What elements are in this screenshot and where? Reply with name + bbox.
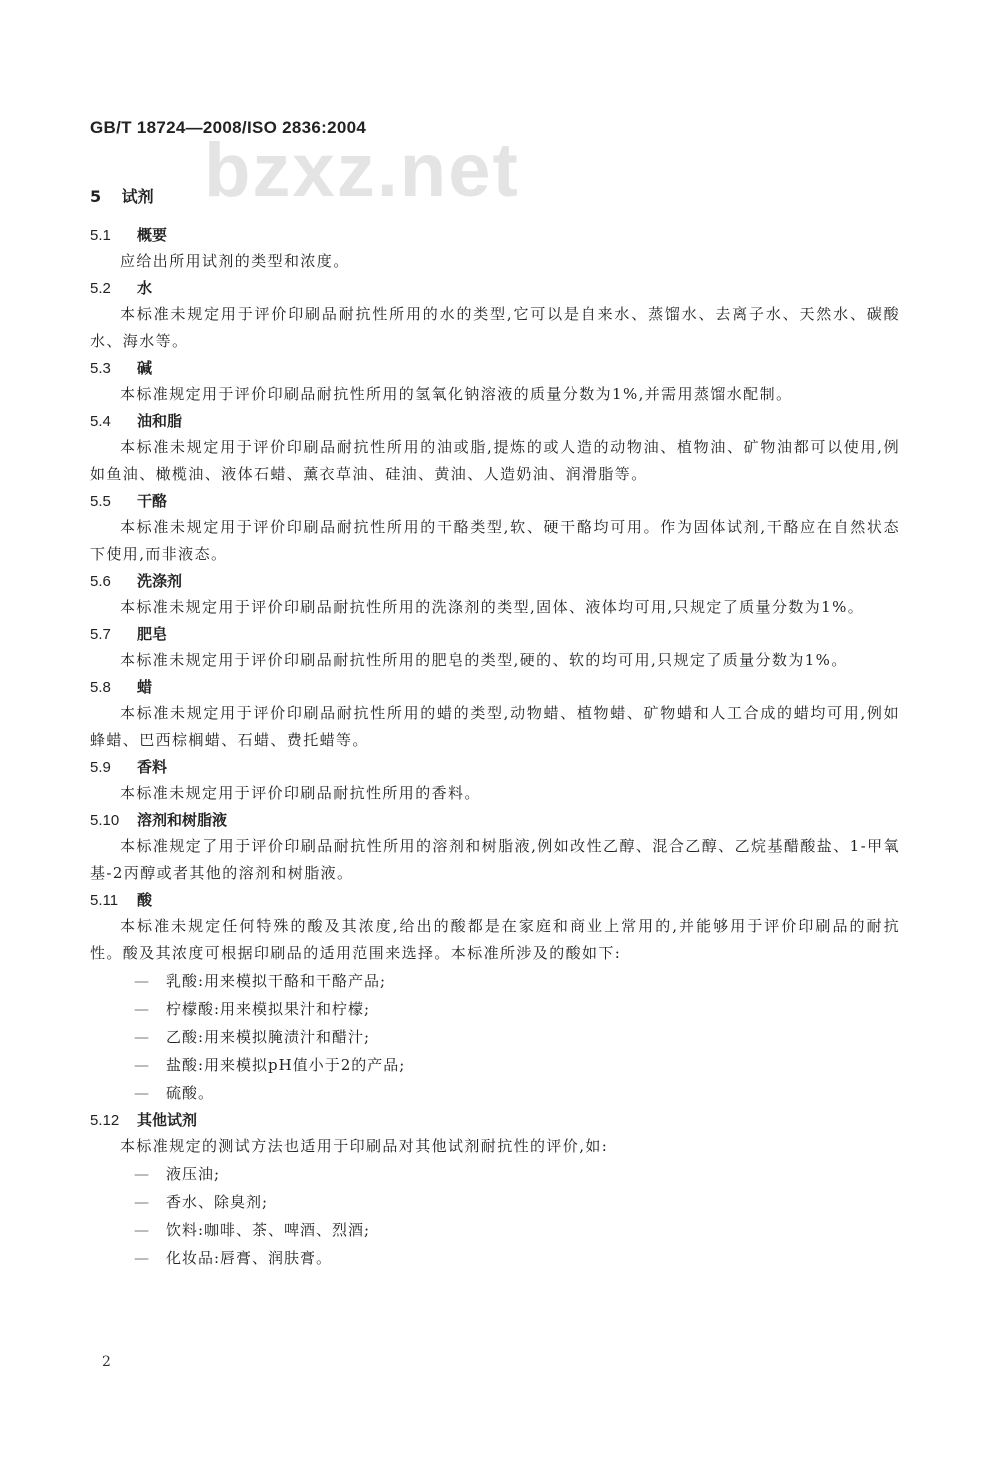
section-5-11 (90, 887, 900, 1107)
section-title: 概要 (137, 226, 168, 244)
section-5-5 (90, 488, 900, 568)
section-paragraph: 本标准规定了用于评价印刷品耐抗性所用的溶剂和树脂液,例如改性乙醇、混合乙醇、乙烷基醋酸盐、1-甲氧基-2丙醇或者其他的溶剂和树脂液。 (90, 837, 900, 882)
section-number: 5.2 (90, 280, 111, 297)
list-dash: — (134, 1193, 150, 1211)
list-item (90, 1160, 900, 1188)
section-heading (90, 1107, 900, 1133)
list-item (90, 1244, 900, 1272)
list-dash: — (134, 972, 150, 990)
section-heading (90, 754, 900, 780)
list-dash: — (134, 1056, 150, 1074)
chapter-title: 试剂 (121, 187, 154, 206)
chapter-number: 5 (90, 187, 102, 206)
section-paragraph: 本标准未规定用于评价印刷品耐抗性所用的干酪类型,软、硬干酪均可用。作为固体试剂,干酪应在自然状态下使用,而非液态。 (90, 518, 900, 563)
section-5-3 (90, 355, 900, 408)
section-heading (90, 275, 900, 301)
section-title: 溶剂和树脂液 (137, 811, 228, 829)
list-dash: — (134, 1000, 150, 1018)
page-number: 2 (102, 1354, 111, 1370)
watermark: bzxz.net (204, 128, 520, 213)
section-number: 5.4 (90, 413, 111, 430)
section-number: 5.10 (90, 812, 120, 829)
section-title: 干酪 (137, 492, 168, 510)
section-5-1 (90, 222, 900, 275)
section-5-2 (90, 275, 900, 355)
section-title: 水 (137, 279, 153, 297)
list-item-text: 乙酸:用来模拟腌渍汁和醋汁; (166, 1028, 371, 1046)
section-title: 其他试剂 (137, 1111, 198, 1129)
section-5-10 (90, 807, 900, 887)
section-paragraph: 本标准规定用于评价印刷品耐抗性所用的氢氧化钠溶液的质量分数为1%,并需用蒸馏水配制。 (120, 385, 793, 403)
list-dash: — (134, 1165, 150, 1183)
section-title: 香料 (137, 758, 168, 776)
section-title: 洗涤剂 (137, 572, 183, 590)
sections-container (90, 222, 900, 1272)
section-5-6 (90, 568, 900, 621)
section-paragraph: 本标准未规定用于评价印刷品耐抗性所用的肥皂的类型,硬的、软的均可用,只规定了质量分数为1%。 (120, 651, 848, 669)
section-heading (90, 887, 900, 913)
list-item-text: 饮料:咖啡、茶、啤酒、烈酒; (166, 1221, 371, 1239)
list-item-text: 盐酸:用来模拟pH值小于2的产品; (166, 1056, 406, 1074)
list-dash: — (134, 1028, 150, 1046)
list-item-text: 乳酸:用来模拟干酪和干酪产品; (166, 972, 387, 990)
section-paragraph: 本标准未规定用于评价印刷品耐抗性所用的香料。 (120, 784, 481, 802)
section-title: 碱 (137, 359, 153, 377)
section-heading (90, 621, 900, 647)
section-5-9 (90, 754, 900, 807)
section-title: 蜡 (137, 678, 153, 696)
list-item-text: 化妆品:唇膏、润肤膏。 (166, 1249, 333, 1267)
list-item (90, 1051, 900, 1079)
section-heading (90, 222, 900, 248)
list-dash: — (134, 1249, 150, 1267)
list-item (90, 1216, 900, 1244)
section-paragraph: 本标准未规定用于评价印刷品耐抗性所用的油或脂,提炼的或人造的动物油、植物油、矿物油都可以使用,例如鱼油、橄榄油、液体石蜡、薰衣草油、硅油、黄油、人造奶油、润滑脂等。 (90, 438, 900, 483)
section-heading (90, 674, 900, 700)
section-heading (90, 408, 900, 434)
section-number: 5.11 (90, 892, 119, 909)
reagent-list (90, 1160, 900, 1272)
standard-header: GB/T 18724—2008/ISO 2836:2004 (90, 118, 367, 137)
section-number: 5.8 (90, 679, 111, 696)
list-item-text: 硫酸。 (166, 1084, 215, 1102)
section-heading (90, 355, 900, 381)
section-number: 5.7 (90, 626, 111, 643)
section-title: 肥皂 (137, 625, 168, 643)
section-title: 酸 (137, 891, 153, 909)
section-5-7 (90, 621, 900, 674)
section-number: 5.9 (90, 759, 111, 776)
section-heading (90, 488, 900, 514)
section-number: 5.1 (90, 227, 111, 244)
section-heading (90, 807, 900, 833)
list-item-text: 柠檬酸:用来模拟果汁和柠檬; (166, 1000, 371, 1018)
chapter-heading (90, 184, 154, 207)
section-paragraph: 本标准未规定用于评价印刷品耐抗性所用的洗涤剂的类型,固体、液体均可用,只规定了质量分数为1%。 (120, 598, 865, 616)
list-item (90, 995, 900, 1023)
list-item (90, 967, 900, 995)
reagent-list (90, 967, 900, 1107)
section-title: 油和脂 (137, 412, 183, 430)
section-paragraph: 本标准未规定用于评价印刷品耐抗性所用的蜡的类型,动物蜡、植物蜡、矿物蜡和人工合成的蜡均可用,例如蜂蜡、巴西棕榈蜡、石蜡、费托蜡等。 (90, 704, 900, 749)
section-paragraph: 本标准规定的测试方法也适用于印刷品对其他试剂耐抗性的评价,如: (120, 1137, 609, 1155)
section-5-12 (90, 1107, 900, 1272)
section-number: 5.12 (90, 1112, 120, 1129)
section-heading (90, 568, 900, 594)
section-number: 5.6 (90, 573, 111, 590)
section-5-4 (90, 408, 900, 488)
list-item-text: 液压油; (166, 1165, 221, 1183)
section-number: 5.3 (90, 360, 111, 377)
list-dash: — (134, 1221, 150, 1239)
list-item (90, 1079, 900, 1107)
section-paragraph: 应给出所用试剂的类型和浓度。 (120, 252, 350, 270)
list-dash: — (134, 1084, 150, 1102)
list-item (90, 1023, 900, 1051)
list-item-text: 香水、除臭剂; (166, 1193, 269, 1211)
section-5-8 (90, 674, 900, 754)
section-paragraph: 本标准未规定用于评价印刷品耐抗性所用的水的类型,它可以是自来水、蒸馏水、去离子水、天然水、碳酸水、海水等。 (90, 305, 900, 350)
section-number: 5.5 (90, 493, 111, 510)
section-paragraph: 本标准未规定任何特殊的酸及其浓度,给出的酸都是在家庭和商业上常用的,并能够用于评价印刷品的耐抗性。酸及其浓度可根据印刷品的适用范围来选择。本标准所涉及的酸如下: (90, 917, 900, 962)
list-item (90, 1188, 900, 1216)
